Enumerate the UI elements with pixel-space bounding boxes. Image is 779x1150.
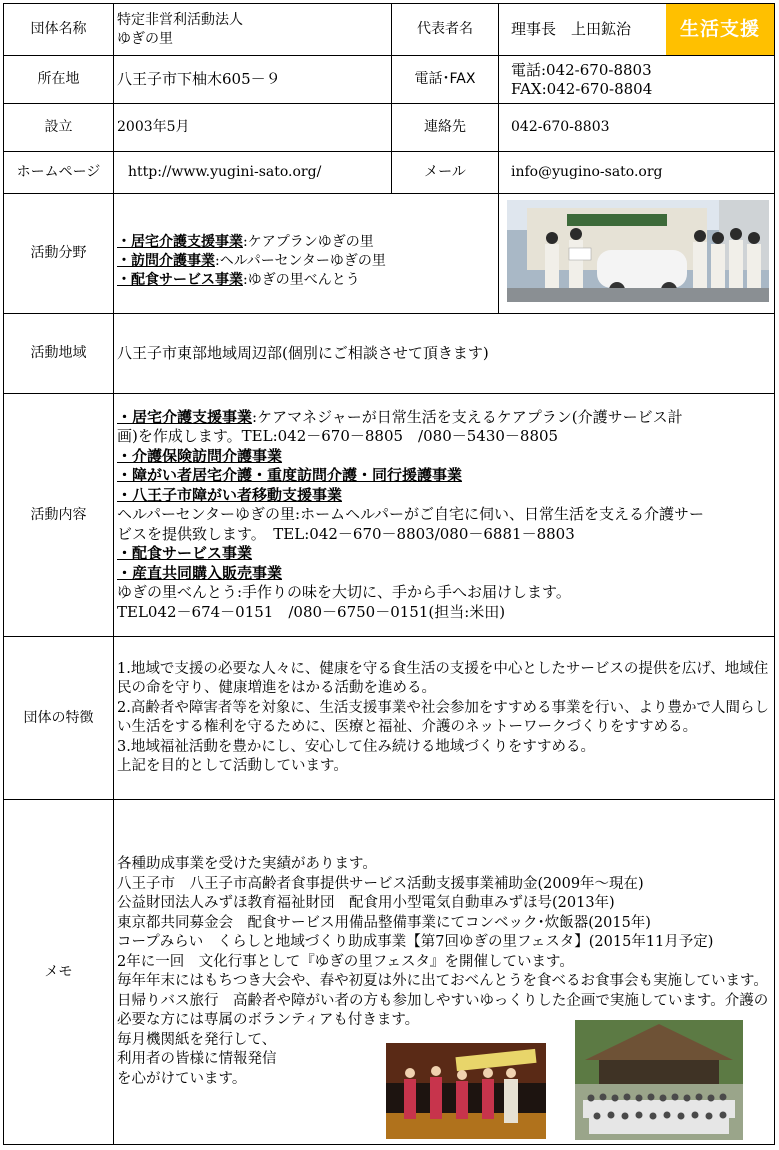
memo-tail-line: を心がけています。 bbox=[117, 1070, 247, 1087]
email-link[interactable]: info@yugino-sato.org bbox=[499, 152, 775, 194]
memo-line: 各種助成事業を受けた実績があります。 bbox=[117, 856, 377, 872]
label-activity-field: 活動分野 bbox=[4, 194, 114, 314]
label-activity-content: 活動内容 bbox=[4, 394, 114, 637]
label-contact: 連絡先 bbox=[392, 104, 499, 152]
memo-tail-line: 利用者の皆様に情報発信 bbox=[117, 1051, 277, 1067]
activity-field-list bbox=[114, 194, 499, 314]
label-mail: メール bbox=[392, 152, 499, 194]
activity-area-value: 八王子市東部地域周辺部(個別にご相談させて頂きます) bbox=[114, 314, 775, 394]
feature-item: 1.地域で支援の必要な人々に、健康を守る食生活の支援を中心としたサービスの提供を広げ、地域住民の命を守り、健康増進をはかる活動を進める。 bbox=[117, 660, 769, 696]
row-established bbox=[4, 104, 775, 152]
label-representative: 代表者名 bbox=[392, 4, 499, 56]
memo-line: 日帰りバス旅行 高齢者や障がい者の方も参加しやすいゆっくりした企画で実施しています。介護の必要な方には専属のボランティアも付きます。 bbox=[117, 992, 769, 1028]
feature-item: 3.地域福祉活動を豊かにし、安心して住み続ける地域づくりをすすめる。 bbox=[117, 738, 595, 755]
memo-line: 2年に一回 文化行事として『ゆぎの里フェスタ』を開催しています。 bbox=[117, 953, 574, 970]
row-activity-content bbox=[4, 394, 775, 637]
features-body bbox=[114, 637, 775, 800]
activity-field-item: ・居宅介護支援事業:ケアプランゆぎの里 bbox=[117, 234, 374, 250]
row-address bbox=[4, 56, 775, 104]
representative-cell bbox=[499, 4, 775, 56]
content-line: ビスを提供致します。 TEL:042－670－8803/080－6881－8803 bbox=[117, 524, 575, 543]
address-value: 八王子市下柚木605－９ bbox=[114, 56, 392, 104]
memo-line: 東京都共同募金会 配食サービス用備品整備事業にてコンベック･炊飯器(2015年) bbox=[117, 914, 651, 931]
category-badge: 生活支援 bbox=[666, 4, 774, 55]
content-line: ヘルパーセンターゆぎの里:ホームヘルパーがご自宅に伺い、日常生活を支える介護サー bbox=[117, 505, 705, 524]
label-memo: メモ bbox=[4, 800, 114, 1145]
label-phone-fax: 電話･FAX bbox=[392, 56, 499, 104]
contact-value: 042-670-8803 bbox=[499, 104, 775, 152]
org-name-line2: ゆぎの里 bbox=[117, 30, 173, 47]
content-line: ゆぎの里べんとう:手作りの味を大切に、手から手へお届けします。 bbox=[117, 583, 571, 602]
memo-line: コープみらい くらしと地域づくり助成事業【第7回ゆぎの里フェスタ】(2015年11月予定) bbox=[117, 934, 714, 950]
content-heading: ・産直共同購入販売事業 bbox=[117, 563, 283, 582]
representative-name: 理事長 上田鉱治 bbox=[511, 20, 632, 38]
memo-line: 八王子市 八王子市高齢者食事提供サービス活動支援事業補助金(2009年～現在) bbox=[117, 875, 644, 892]
content-heading: ・配食サービス事業 bbox=[117, 544, 253, 563]
row-memo bbox=[4, 800, 775, 1145]
activity-field-item: ・配食サービス事業:ゆぎの里べんとう bbox=[117, 272, 360, 288]
feature-item: 2.高齢者や障害者等を対象に、生活支援事業や社会参加をすすめる事業を行い、より豊かで人間らしい生活をする権利を守るために、医療と福祉、介護のネットーワークづくりをすすめる。 bbox=[117, 699, 769, 735]
label-homepage: ホームページ bbox=[4, 152, 114, 194]
content-line: 画)を作成します。TEL:042－670－8805 /080－5430－8805 bbox=[117, 427, 559, 446]
phone-fax-cell bbox=[499, 56, 775, 104]
memo-line: 公益財団法人みずほ教育福祉財団 配食用小型電気自動車みずほ号(2013年) bbox=[117, 895, 615, 911]
label-org-name: 団体名称 bbox=[4, 4, 114, 56]
activity-field-item: ・訪問介護事業:ヘルパーセンターゆぎの里 bbox=[117, 253, 386, 269]
content-line: TEL042－674－0151 /080－6750－0151(担当:米田) bbox=[117, 602, 506, 621]
outing-group-photo bbox=[575, 1020, 743, 1140]
activity-content-body bbox=[114, 394, 775, 637]
established-value: 2003年5月 bbox=[114, 104, 392, 152]
homepage-link[interactable]: http://www.yugini-sato.org/ bbox=[114, 152, 392, 194]
row-org-name bbox=[4, 4, 775, 56]
row-activity-field bbox=[4, 194, 775, 314]
feature-item: 上記を目的として活動しています。 bbox=[117, 758, 348, 774]
tel-value: 電話:042-670-8803 bbox=[511, 60, 652, 79]
org-name-line1: 特定非営利活動法人 bbox=[117, 11, 243, 28]
label-features: 団体の特徴 bbox=[4, 637, 114, 800]
staff-group-photo bbox=[507, 200, 769, 302]
fax-value: FAX:042-670-8804 bbox=[511, 79, 653, 98]
festival-stage-photo bbox=[386, 1043, 546, 1139]
organization-profile-table bbox=[3, 3, 775, 1145]
content-heading: ・障がい者居宅介護・重度訪問介護・同行援護事業 bbox=[117, 466, 463, 485]
label-established: 設立 bbox=[4, 104, 114, 152]
activity-photo-cell bbox=[499, 194, 775, 314]
memo-body bbox=[114, 800, 775, 1145]
label-activity-area: 活動地域 bbox=[4, 314, 114, 394]
label-address: 所在地 bbox=[4, 56, 114, 104]
content-heading: ・八王子市障がい者移動支援事業 bbox=[117, 485, 343, 504]
content-heading: ・介護保険訪問介護事業 bbox=[117, 446, 283, 465]
row-activity-area bbox=[4, 314, 775, 394]
memo-tail-line: 毎月機関紙を発行して、 bbox=[117, 1031, 277, 1048]
memo-line: 毎年年末にはもちつき大会や、春や初夏は外に出ておべんとうを食べるお食事会も実施しています。 bbox=[117, 973, 768, 989]
org-name-cell bbox=[114, 4, 392, 56]
content-line: ・居宅介護支援事業:ケアマネジャーが日常生活を支えるケアプラン(介護サービス計 bbox=[117, 407, 683, 426]
row-features bbox=[4, 637, 775, 800]
row-homepage bbox=[4, 152, 775, 194]
